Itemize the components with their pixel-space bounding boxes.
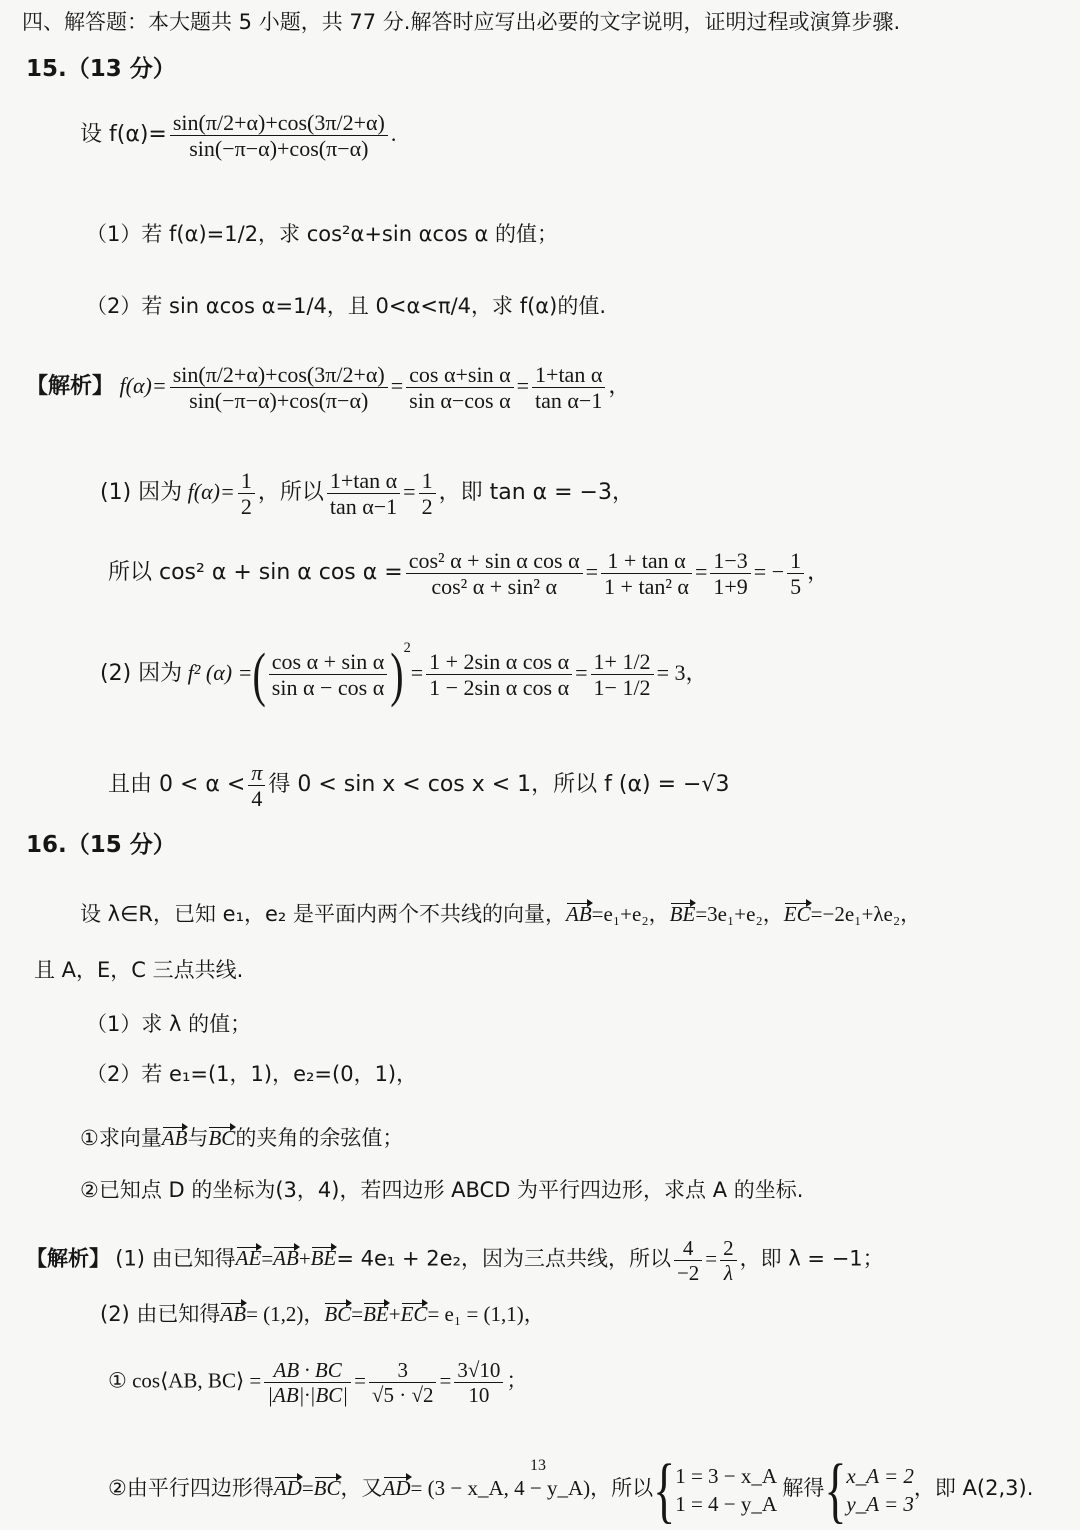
q15-def-numerator: sin(π/2+α)+cos(3π/2+α) xyxy=(170,110,388,136)
q15-p1a-tan-frac xyxy=(327,468,400,520)
q16-sol4-text6: ，即 A(2,3). xyxy=(913,1476,1034,1501)
q16-sys1-line1: 1 = 3 − x_A xyxy=(675,1464,778,1488)
q15-p1b-text1: 所以 cos² α + sin α cos α = xyxy=(108,559,403,585)
q16-sol4-text3: ，又 xyxy=(340,1476,383,1501)
q15-p2b-text2: 得 0 < sin x < cos x < 1，所以 f (α) = −√3 xyxy=(268,771,730,797)
q15-p2b-pi-frac xyxy=(248,760,265,812)
q15-def-fraction xyxy=(170,110,388,162)
q16-solution-label: 【解析】 xyxy=(26,1246,110,1271)
q16-sys2-line1: x_A = 2 xyxy=(846,1464,914,1488)
q15-solution-part1-b: 所以 cos² α + sin α cos α = $\frac{\text{cos² α + sin α cos α}}{\text{cos² α + sin² α}}$ = $\frac{\text{1 + tan α}}{\text{1 + tan² α}}$ = $\frac{1-3}{1+9}$ = − $\frac{1}{5}$ ， xyxy=(108,548,830,600)
q16-solution-line2 xyxy=(100,1302,545,1327)
section-header: 四、解答题：本大题共 5 小题，共 77 分.解答时应写出必要的文字说明，证明过程或演算步骤. xyxy=(22,10,901,34)
q16-sol1-text3: + xyxy=(298,1246,311,1271)
q15-p2a-r-den: 1− 1/2 xyxy=(593,675,651,701)
q15-p1a-eq: = xyxy=(403,478,416,504)
q15-sol1-frac3 xyxy=(532,362,605,414)
q16-sol1-g-den: λ xyxy=(723,1261,733,1286)
q15-p1b-c-den: 1+9 xyxy=(713,574,748,600)
q15-p1a-tan-den: tan α−1 xyxy=(329,494,398,520)
q16-sol3-a-den: |AB|·|BC| xyxy=(267,1383,349,1408)
q16-part1: （1）求 λ 的值； xyxy=(86,1012,252,1036)
vector-bc: BC xyxy=(324,1302,352,1326)
vector-be: BE xyxy=(669,902,696,926)
vector-ab: AB xyxy=(220,1302,247,1326)
q16-sol1-f-den: −2 xyxy=(676,1261,700,1286)
vector-ec: EC xyxy=(783,902,811,926)
q16-sys1-line2: 1 = 4 − y_A xyxy=(675,1492,778,1517)
q15-p1b-frac-c xyxy=(710,548,750,600)
q16-sol2-text1: (2) 由已知得 xyxy=(100,1302,221,1326)
q15-p1b-d-num: 1 xyxy=(787,548,804,574)
q16-sol2-text2: = (1,2)， xyxy=(246,1302,325,1326)
q15-p2b-text1: 且由 0 < α < xyxy=(108,771,246,797)
q16-sol3-a-num: AB · BC xyxy=(264,1358,351,1383)
left-brace-glyph: { xyxy=(824,1448,847,1530)
vector-ad: AD xyxy=(382,1476,411,1501)
q16-statement-line2: 且 A，E，C 三点共线. xyxy=(34,958,244,982)
q15-part1: （1）若 f(α)=1/2，求 cos²α+sin αcos α 的值； xyxy=(86,222,559,246)
q15-solution-label: 【解析】 xyxy=(26,373,115,399)
q16-sol1-f-num: 4 xyxy=(674,1236,702,1261)
q16-sol4-text5: 解得 xyxy=(782,1476,825,1501)
q15-sol1-lhs: f(α)= xyxy=(119,372,167,398)
q16-sol4-text2: = xyxy=(301,1476,314,1501)
q15-def-prefix: 设 f(α)= xyxy=(80,121,167,147)
q16-sol3-frac-a xyxy=(264,1358,351,1407)
q16-header: 16.（15 分） xyxy=(26,832,176,858)
q15-p1a-half xyxy=(238,468,255,520)
vector-ae: AE xyxy=(235,1246,262,1271)
q15-p2b-pi-num: π xyxy=(248,760,265,786)
q16-solution-line3: ① cos⟨AB, BC⟩ = $\frac{AB \cdot BC}{|AB|\cdot|BC|}$ = $\frac{3}{√5 \cdot √2}$ = $\frac{3√10}{10}$ ； xyxy=(108,1358,528,1408)
q15-p2a-p-num: cos α + sin α xyxy=(269,649,387,675)
q16-sub1 xyxy=(80,1126,403,1151)
q16-eq-ab: =e₁+e₂， xyxy=(591,902,670,926)
q16-sol3-frac-b xyxy=(369,1358,437,1407)
q16-sol1-text4: = 4e₁ + 2e₂，因为三点共线，所以 xyxy=(336,1246,671,1271)
q16-eq-be: =3e₁+e₂， xyxy=(695,902,784,926)
q15-p2a-text1: (2) 因为 xyxy=(100,661,183,686)
q15-p2b-pi-den: 4 xyxy=(251,786,263,812)
q16-sol1-eq: = xyxy=(705,1246,718,1271)
vector-bc: BC xyxy=(208,1126,236,1150)
q16-statement-line1 xyxy=(80,902,921,927)
q15-p1a-half-num: 1 xyxy=(238,468,255,494)
q16-sub1-text-a: ①求向量 xyxy=(80,1126,162,1150)
q15-def-denominator: sin(−π−α)+cos(π−α) xyxy=(189,136,369,162)
q16-sub1-text-c: 的夹角的余弦值； xyxy=(235,1126,404,1150)
q15-p1a-text3: ，所以 xyxy=(257,479,324,505)
q15-p1b-frac-b xyxy=(601,548,692,600)
q16-part2: （2）若 e₁=(1，1)，e₂=(0，1)， xyxy=(86,1062,418,1086)
q16-sub2: ②已知点 D 的坐标为(3，4)，若四边形 ABCD 为平行四边形，求点 A 的坐标. xyxy=(80,1178,804,1202)
q16-solution-line1 xyxy=(26,1236,884,1285)
q15-p2a-exponent: 2 xyxy=(403,640,411,656)
q15-sol1-tail: ， xyxy=(608,372,631,398)
q16-sol2-text4: + xyxy=(388,1302,401,1326)
q16-sol1-text1: (1) 由已知得 xyxy=(115,1246,236,1271)
q15-p1b-d-den: 5 xyxy=(790,574,802,600)
q16-sol1-frac-f xyxy=(674,1236,702,1285)
q16-sub1-text-b: 与 xyxy=(187,1126,209,1150)
q15-p2a-q-num: 1 + 2sin α cos α xyxy=(426,649,572,675)
q15-sol1-frac2-den: sin α−cos α xyxy=(409,388,511,414)
q16-sys2-line2: y_A = 3 xyxy=(846,1492,914,1517)
q15-sol1-frac3-num: 1+tan α xyxy=(532,362,605,388)
q15-p1a-half2-den: 2 xyxy=(421,494,433,520)
q15-p1a-text2: f(α)= xyxy=(187,478,235,504)
q15-definition xyxy=(80,110,396,162)
left-brace-glyph: { xyxy=(653,1448,676,1530)
q16-sol2-text5: = e₁ = (1,1)， xyxy=(427,1302,545,1326)
q15-sol1-frac3-den: tan α−1 xyxy=(535,388,603,414)
q15-p1b-tail: ， xyxy=(807,558,830,584)
q15-p1a-half-den: 2 xyxy=(240,494,252,520)
q15-header: 15.（13 分） xyxy=(26,56,176,82)
q15-p1a-half2-num: 1 xyxy=(419,468,436,494)
q15-p2a-r-num: 1+ 1/2 xyxy=(591,649,654,675)
q16-system-2 xyxy=(846,1462,913,1519)
q16-statement-text1: 设 λ∈R，已知 e₁，e₂ 是平面内两个不共线的向量， xyxy=(80,902,567,926)
vector-ec: EC xyxy=(400,1302,428,1326)
vector-bc: BC xyxy=(313,1476,341,1501)
left-paren-glyph: ( xyxy=(252,640,266,708)
vector-ab: AB xyxy=(273,1246,299,1271)
vector-be: BE xyxy=(310,1246,337,1271)
q16-sol3-text1: ① cos⟨AB, BC⟩ = xyxy=(108,1368,262,1393)
q15-p1b-frac-d xyxy=(787,548,804,600)
q15-part2: （2）若 sin αcos α=1/4，且 0<α<π/4，求 f(α)的值. xyxy=(86,294,607,318)
vector-be: BE xyxy=(363,1302,389,1326)
q15-p2a-p-den: sin α − cos α xyxy=(271,675,385,701)
q16-solution-line4 xyxy=(108,1448,1034,1530)
q15-p2a-tail: = 3， xyxy=(656,660,708,685)
q15-p1a-text4: ，即 tan α = −3， xyxy=(438,479,634,505)
q16-sol2-text3: = xyxy=(351,1302,364,1326)
q15-p2a-frac-q xyxy=(426,649,572,701)
q15-solution-part1-a xyxy=(100,468,634,520)
q15-p1b-b-num: 1 + tan α xyxy=(601,548,692,574)
q16-sol3-frac-c xyxy=(454,1358,503,1407)
q15-def-suffix: . xyxy=(390,120,397,146)
q15-sol1-frac2 xyxy=(406,362,513,414)
q15-solution-part2-b xyxy=(108,760,729,812)
q15-p1a-half2 xyxy=(419,468,436,520)
q15-p2a-frac-r xyxy=(591,649,654,701)
q15-p1b-c-num: 1−3 xyxy=(710,548,750,574)
right-paren-glyph: ) xyxy=(390,640,404,708)
q16-sol1-g-num: 2 xyxy=(720,1236,737,1261)
q15-p1b-frac-a xyxy=(406,548,583,600)
q15-solution-line1: 【解析】 f(α)= $\frac{\sin(\pi/2+\alpha)+\cos(3\pi/2+\alpha)}{\sin(-\pi-\alpha)+\cos(\pi-\alpha)}$ = $\frac{\text{cos α+sin α}}{\text{sin α−cos α}}$ = $\frac{\text{1+tan α}}{\text{tan α−1}}$ ， xyxy=(26,362,631,414)
q15-p1b-d-sign: = − xyxy=(753,558,785,584)
q15-sol1-frac1-num: sin(π/2+α)+cos(3π/2+α) xyxy=(170,362,388,388)
q16-eq-ec: =−2e₁+λe₂， xyxy=(810,902,922,926)
page-number: 13 xyxy=(530,1457,546,1474)
q15-sol1-frac1 xyxy=(170,362,388,414)
q16-sol3-b-den: √5 · √2 xyxy=(371,1383,434,1408)
vector-ad: AD xyxy=(273,1476,302,1501)
q16-sol1-text2: = xyxy=(261,1246,274,1271)
q15-p1b-a-num: cos² α + sin α cos α xyxy=(406,548,583,574)
q16-sol4-text4: = (3 − x_A, 4 − y_A)，所以 xyxy=(410,1476,654,1501)
q15-solution-part2-a: (2) 因为 f² (α) =( $\frac{\text{cos α + sin α}}{\text{sin α − cos α}}$ )$^2$= $\frac{\text{1 + 2sin α cos α}}{\text{1 − 2sin α cos α}}$ = $\frac{1+ 1/2}{1- 1/2}$ = 3， xyxy=(100,640,708,708)
q15-p1a-tan-num: 1+tan α xyxy=(327,468,400,494)
q15-p1b-b-den: 1 + tan² α xyxy=(604,574,689,600)
q16-sol1-frac-g xyxy=(720,1236,737,1285)
vector-ab: AB xyxy=(566,902,592,926)
q15-p2a-text2: f² (α) = xyxy=(187,660,253,685)
q16-sol3-c-den: 10 xyxy=(468,1383,490,1408)
q16-sol3-c-num: 3√10 xyxy=(454,1358,503,1383)
q16-sol3-tail: ； xyxy=(506,1368,528,1393)
q16-sol1-text5: ，即 λ = −1； xyxy=(739,1246,884,1271)
q16-sol4-text1: ②由平行四边形得 xyxy=(108,1476,274,1501)
q15-sol1-frac2-num: cos α+sin α xyxy=(406,362,513,388)
vector-ab: AB xyxy=(161,1126,188,1150)
q15-p1a-text1: (1) 因为 xyxy=(100,479,183,505)
q15-p2a-q-den: 1 − 2sin α cos α xyxy=(429,675,570,701)
q15-sol1-frac1-den: sin(−π−α)+cos(π−α) xyxy=(189,388,369,414)
q16-system-1 xyxy=(675,1462,777,1519)
q15-p2a-frac-p xyxy=(269,649,387,701)
q16-sol3-b-num: 3 xyxy=(369,1358,437,1383)
q15-p1b-a-den: cos² α + sin² α xyxy=(431,574,557,600)
